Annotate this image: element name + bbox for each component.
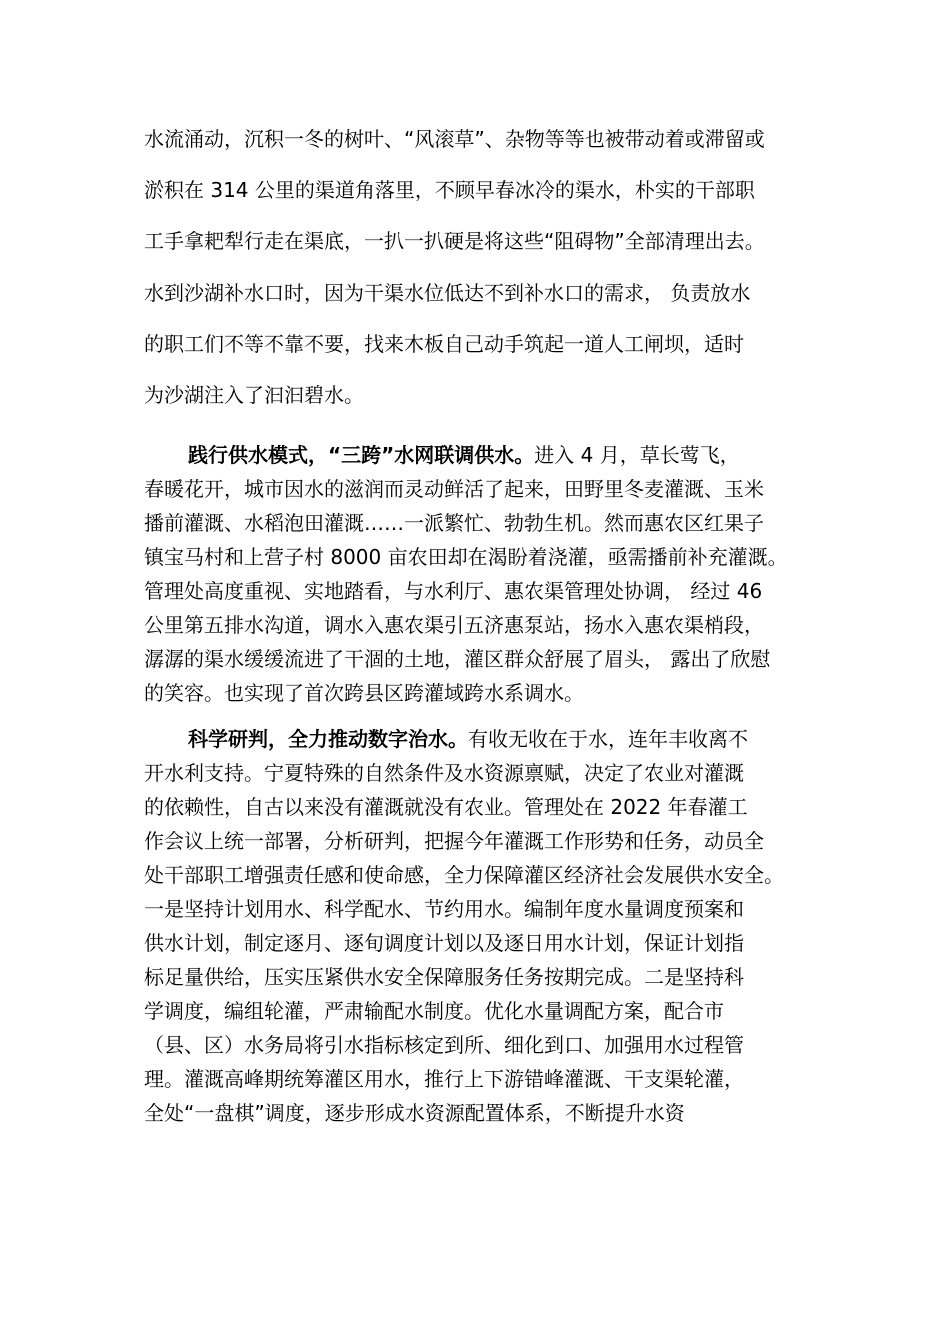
paragraph-line: 的依赖性，自古以来没有灌溉就没有农业。管理处在 2022 年春灌工 (144, 795, 748, 819)
paragraph-line: 春暖花开，城市因水的滋润而灵动鲜活了起来，田野里冬麦灌溉、玉米 (144, 477, 764, 501)
paragraph-line: 工手拿耙犁行走在渠底，一扒一扒硬是将这些“阻碍物”全部清理出去。 (144, 229, 765, 253)
paragraph-line: 全处“一盘棋”调度，逐步形成水资源配置体系，不断提升水资 (144, 1101, 685, 1125)
paragraph-line: 管理处高度重视、实地踏看，与水利厅、惠农渠管理处协调， 经过 46 (144, 579, 763, 603)
paragraph-line: （县、区）水务局将引水指标核定到所、细化到口、加强用水过程管 (144, 1033, 744, 1057)
paragraph-line: 学调度，编组轮灌，严肃输配水制度。优化水量调配方案，配合市 (144, 999, 724, 1023)
paragraph-line: 为沙湖注入了汩汩碧水。 (144, 383, 364, 407)
paragraph-line: 开水利支持。宁夏特殊的自然条件及水资源禀赋，决定了农业对灌溉 (144, 761, 744, 785)
paragraph-line: 供水计划，制定逐月、逐旬调度计划以及逐日用水计划，保证计划指 (144, 931, 744, 955)
paragraph-line: 作会议上统一部署，分析研判，把握今年灌溉工作形势和任务，动员全 (144, 829, 764, 853)
paragraph-line: 淤积在 314 公里的渠道角落里，不顾早春冰冷的渠水，朴实的干部职 (144, 178, 755, 202)
paragraph-line: 水流涌动，沉积一冬的树叶、“风滚草”、杂物等等也被带动着或滞留或 (144, 127, 765, 151)
paragraph-first-line (188, 724, 748, 754)
paragraph-line: 理。灌溉高峰期统筹灌区用水，推行上下游错峰灌溉、干支渠轮灌， (144, 1067, 744, 1091)
paragraph-text: 有收无收在于水，连年丰收离不 (468, 727, 748, 751)
paragraph-line: 的职工们不等不靠不要，找来木板自己动手筑起一道人工闸坝，适时 (144, 332, 744, 356)
paragraph-line: 公里第五排水沟道，调水入惠农渠引五济惠泵站，扬水入惠农渠梢段， (144, 613, 764, 637)
paragraph-line: 的笑容。也实现了首次跨县区跨灌域跨水系调水。 (144, 681, 584, 705)
paragraph-line: 标足量供给，压实压紧供水安全保障服务任务按期完成。二是坚持科 (144, 965, 744, 989)
paragraph-line: 水到沙湖补水口时，因为干渠水位低达不到补水口的需求， 负责放水 (144, 281, 751, 305)
paragraph-line: 处干部职工增强责任感和使命感，全力保障灌区经济社会发展供水安全。 (144, 863, 784, 887)
paragraph-text: 进入 4 月，草长莺飞， (534, 443, 740, 467)
section-heading: 践行供水模式，“三跨”水网联调供水。 (188, 443, 535, 467)
paragraph-line: 潺潺的渠水缓缓流进了干涸的土地，灌区群众舒展了眉头， 露出了欣慰 (144, 647, 771, 671)
paragraph-first-line (188, 440, 740, 470)
section-heading: 科学研判，全力推动数字治水。 (188, 727, 468, 751)
paragraph-line: 一是坚持计划用水、科学配水、节约用水。编制年度水量调度预案和 (144, 897, 744, 921)
paragraph-line: 镇宝马村和上营子村 8000 亩农田却在渴盼着浇灌，亟需播前补充灌溉。 (144, 545, 788, 569)
paragraph-line: 播前灌溉、水稻泡田灌溉……一派繁忙、勃勃生机。然而惠农区红果子 (144, 511, 764, 535)
